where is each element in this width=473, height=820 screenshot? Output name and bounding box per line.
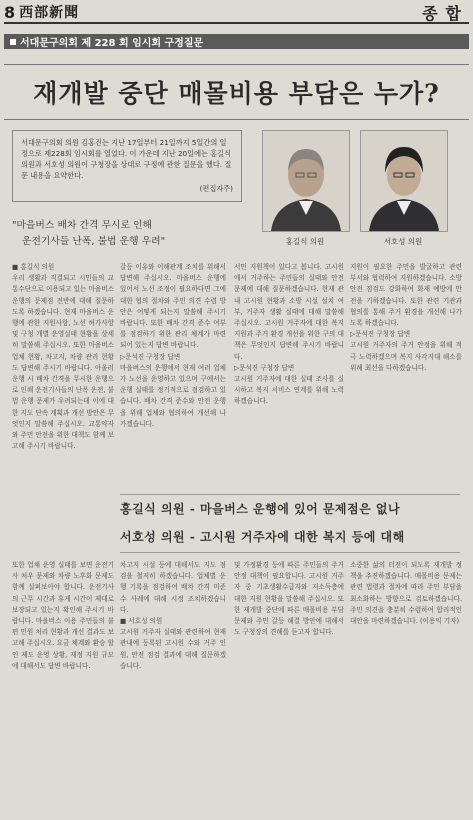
photo-caption-hong: 홍길식 의원 [285, 237, 325, 246]
body-column-4: 지원이 필요한 주민을 발굴하고 관련 부서와 협력하여 지원하겠습니다. 소방 안전 점검도 강화하여 화재 예방에 만전을 기하겠습니다. 또한 관련 기관과 협의를 통해 주거 환경을 개선해 나가도록 하겠습니다. ▷문석진 구청장 답변 고시원 거주자의 주거 안정을 위해 적극 노력하겠으며 복지 사각지대 해소를 위해 최선을 다하겠습니다. [350, 263, 462, 372]
banner-text: 서대문구의회 제 228 회 임시회 구정질문 [20, 38, 204, 49]
subhead-hong: 홍길식 의원 - 마을버스 운행에 있어 문제점은 없나 [120, 502, 401, 516]
masthead [4, 2, 469, 24]
newspaper-name: 西部新聞 [19, 5, 80, 21]
page-number: 8 [4, 2, 16, 22]
portrait-icon [263, 131, 349, 231]
subhead-seo: 서호성 의원 - 고시원 거주자에 대한 복지 등에 대해 [120, 530, 405, 544]
body-column-7: 및 가정환경 등에 따른 주민들의 주거 안정 대책이 필요합니다. 고시원 거주자 중 기초생활수급자와 저소득층에 대한 지원 현황을 말씀해 주십시오. 또한 재개발 중단에 따른 매몰비용 부담 문제와 주민 갈등 해결 방안에 대해서도 구청장의 견해를 듣고자 합니다. [234, 561, 344, 637]
section-label: 종합 [422, 3, 469, 23]
body-column-6: 차고지 시설 등에 대해서도 지도 점검을 철저히 하겠습니다. 업체별 운행 기록을 점검하여 배차 간격 미준수 사례에 대해 시정 조치하겠습니다. ■ 서호성 의원 고시원 거주자 실태와 관련하여 현재 관내에 등록된 고시원 수와 거주 인원, 안전 점검 결과에 대해 질문하겠습니다. [120, 561, 226, 670]
body-column-3: 서민 지원책이 있다고 봅니다. 고시원에서 거주하는 주민들의 실태와 안전 문제에 대해 질문하겠습니다. 현재 관내 고시원 현황과 소방 시설 설치 여부, 거주자 생활 실태에 대해 말씀해 주십시오. 고시원 거주자에 대한 복지 지원과 주거 환경 개선을 위한 구의 대책은 무엇인지 답변해 주시기 바랍니다. ▷문석진 구청장 답변 고시원 거주자에 대한 실태 조사를 실시하고 복지 서비스 연계를 위해 노력하겠습니다. [234, 263, 344, 406]
pull-quote [12, 218, 246, 250]
lead-credit: (편집자주) [199, 184, 233, 193]
subhead-rule-bottom [120, 552, 460, 553]
photo-caption-seo: 서호성 의원 [383, 237, 423, 246]
headline-box [4, 64, 469, 120]
body-column-8: 소중한 삶의 터전이 되도록 재개발 정책을 추진하겠습니다. 매몰비용 문제는 관련 법령과 절차에 따라 주민 부담을 최소화하는 방향으로 검토하겠습니다. 주민 의견을 충분히 수렴하여 합리적인 대안을 마련하겠습니다. (이용익 기자) [350, 561, 462, 626]
portrait-icon [361, 131, 447, 231]
body-column-1: ■ 홍길식 의원 우리 생활과 직결되고 시민들의 교통수단으로 이용되고 있는 마을버스 운행의 문제점 전반에 대해 질문하도록 하겠습니다. 현재 마을버스 운행에 관한 지원사항, 노선 허가사항 및 구청 개별 운영실태 현황을 상세히 말씀해 주십시오. 또한 마을버스 업체 현황, 차고지, 차량 관리 현황도 답변해 주시기 바랍니다. 아울러 운행 시 배차 간격을 무시한 운행으로 인해 운전기사들의 난폭 운전, 불법 운행 문제가 우려되는데 이에 대한 지도 단속 계획과 개선 방안은 무엇인지 말씀해 주십시오. 교통약자와 주민 안전을 위한 대책도 함께 보고해 주시기 바랍니다. [12, 263, 114, 451]
lead-text: 서대문구의회 의원 김홍진는 지난 17일부터 21일까지 5일간의 일정으로 제228회 임시회를 열었다. 이 가운데 지난 20일에는 홍길식 의원과 서호성 의원이 구청장을 상대로 구정에 관한 질문을 했다. 질문 내용을 요약한다. [21, 138, 232, 180]
lead-box [12, 130, 242, 202]
pull-quote-line-1: "마을버스 배차 간격 무시로 인해 [12, 220, 152, 231]
headline: 재개발 중단 매몰비용 부담은 누가? [33, 79, 440, 108]
square-bullet-icon [10, 39, 16, 45]
photo-hong [262, 130, 350, 232]
article-banner [4, 34, 469, 49]
body-column-5: 또한 업체 운영 실태를 보면 운전기사 처우 문제와 차량 노후화 문제도 함께 살펴보아야 합니다. 운전기사의 근무 시간과 휴게 시간이 제대로 보장되고 있는지 확인해 주시기 바랍니다. 마을버스 이용 주민들의 불편 민원 처리 현황과 개선 결과도 보고해 주십시오. 요금 체계와 환승 할인 제도 운영 상황, 재정 지원 규모에 대해서도 답변 바랍니다. [12, 561, 114, 670]
pull-quote-line-2: 운전기사들 난폭, 불법 운행 우려" [22, 236, 166, 247]
photo-seo [360, 130, 448, 232]
body-column-2: 갈등 이유와 이해관계 조치를 위해서 답변해 주십시오. 마을버스 운행에 있어서 노선 조정이 필요하다면 그에 대한 협의 절차와 주민 의견 수렴 방안은 어떻게 되는지 말씀해 주시기 바랍니다. 또한 배차 간격 준수 여부를 점검하기 위한 관리 체계가 마련되어 있는지 답변 바랍니다. ▷문석진 구청장 답변 마을버스의 운행에서 현재 여러 업체가 노선을 운영하고 있으며 구에서는 운행 실태를 정기적으로 점검하고 있습니다. 배차 간격 준수와 안전 운행을 위해 업체와 협의하여 개선해 나가겠습니다. [120, 263, 226, 428]
subhead-rule-top [120, 494, 460, 495]
